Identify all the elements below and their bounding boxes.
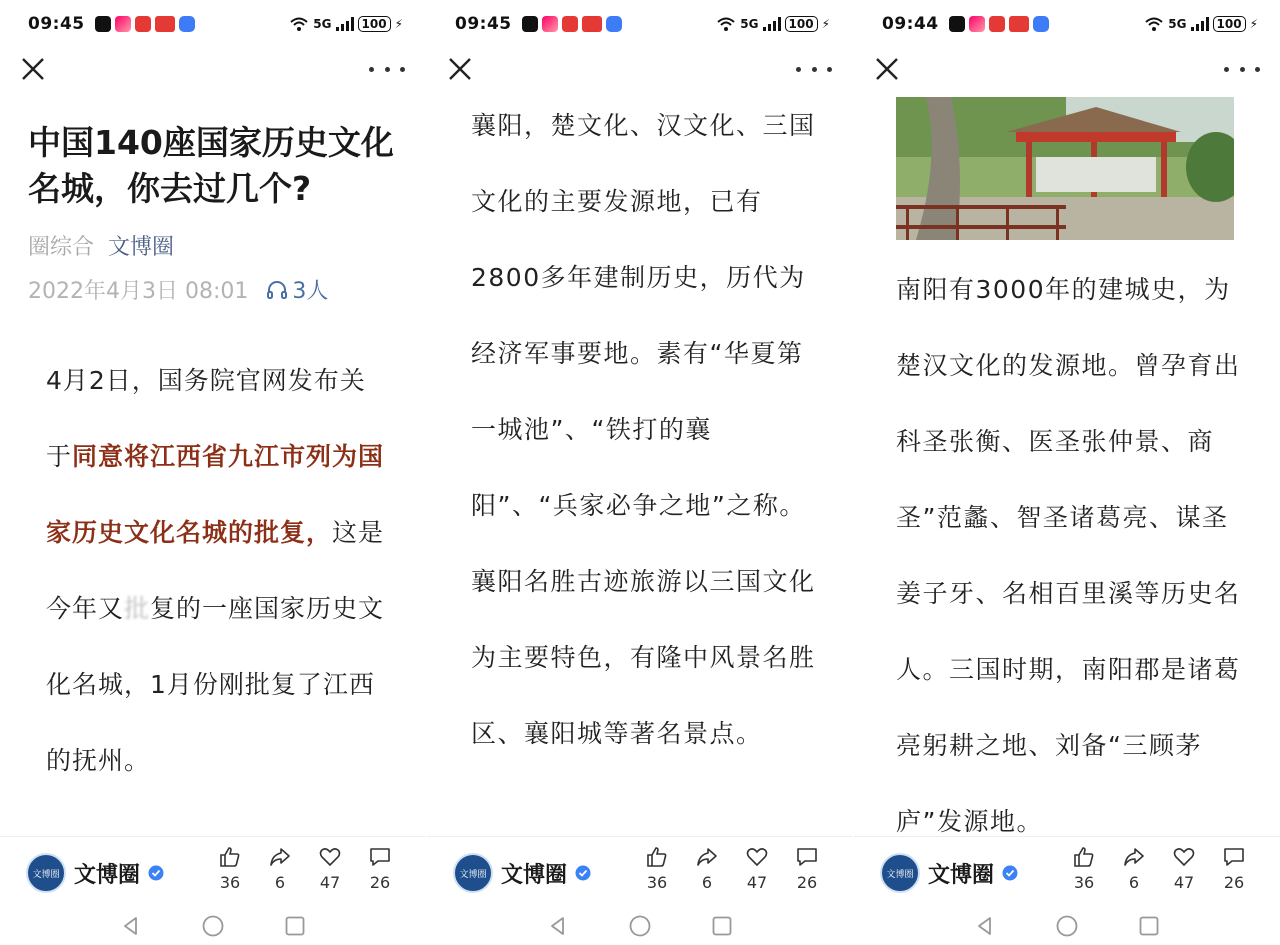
- thumbs-up-icon: [218, 845, 242, 869]
- network-type: 5G: [1168, 17, 1187, 31]
- status-time: 09:45: [28, 14, 85, 34]
- heart-icon: [318, 845, 342, 869]
- video-app-icon: [562, 16, 578, 32]
- status-bar: [455, 10, 830, 38]
- charging-icon: ⚡: [394, 17, 403, 31]
- action-buttons: [1059, 845, 1259, 892]
- favorite-button[interactable]: [1159, 845, 1209, 892]
- more-options-button[interactable]: [369, 54, 405, 84]
- heart-icon: [745, 845, 769, 869]
- bottom-action-bar: [0, 836, 425, 906]
- system-nav-bar: [427, 906, 852, 945]
- network-type: 5G: [313, 17, 332, 31]
- status-time: 09:45: [455, 14, 512, 34]
- author-profile[interactable]: [880, 853, 1018, 893]
- like-count: 36: [646, 873, 668, 892]
- author-name: 文博圈: [74, 862, 141, 888]
- status-bar: [28, 10, 403, 38]
- paragraph-text: 4月2日，国务院官网发布关于: [46, 366, 366, 471]
- favorite-count: 47: [319, 873, 341, 892]
- home-nav-button[interactable]: [628, 914, 652, 938]
- favorite-count: 47: [746, 873, 768, 892]
- favorite-button[interactable]: [732, 845, 782, 892]
- like-button[interactable]: [205, 845, 255, 892]
- battery-indicator: 100: [1213, 16, 1246, 32]
- status-time: 09:44: [882, 14, 939, 34]
- avatar: 文博圈: [880, 853, 920, 893]
- video-app-icon: [989, 16, 1005, 32]
- comment-count: 26: [369, 873, 391, 892]
- share-count: 6: [274, 873, 286, 892]
- app-notification-icon: [969, 16, 985, 32]
- thumbs-up-icon: [1072, 845, 1096, 869]
- recents-nav-button[interactable]: [1137, 914, 1161, 938]
- verified-badge-icon: [575, 865, 591, 881]
- publish-date: 2022年4月3日 08:01: [28, 279, 249, 304]
- circle-link[interactable]: 文博圈: [108, 235, 175, 260]
- author-name: 文博圈: [928, 862, 995, 888]
- app-notification-icon: [115, 16, 131, 32]
- comment-count: 26: [796, 873, 818, 892]
- favorite-button[interactable]: [305, 845, 355, 892]
- close-icon[interactable]: [872, 54, 902, 84]
- top-bar: [18, 52, 405, 92]
- video-app-icon: [135, 16, 151, 32]
- obscured-text: 批: [124, 594, 151, 623]
- cloud-icon: [606, 16, 622, 32]
- share-count: 6: [1128, 873, 1140, 892]
- like-count: 36: [219, 873, 241, 892]
- top-bar: [445, 52, 832, 92]
- charging-icon: ⚡: [821, 17, 830, 31]
- action-buttons: [632, 845, 832, 892]
- author-profile[interactable]: [453, 853, 591, 893]
- author-profile[interactable]: [26, 853, 164, 893]
- wifi-icon: [716, 16, 736, 32]
- signal-icon: [336, 17, 354, 31]
- back-nav-button[interactable]: [546, 914, 570, 938]
- article-circle: [28, 230, 174, 261]
- linked-highlight-text[interactable]: 同意将江西省九江市列为国家历史文化名城的批复，: [46, 442, 385, 547]
- heart-icon: [1172, 845, 1196, 869]
- back-nav-button[interactable]: [973, 914, 997, 938]
- article-title: 中国140座国家历史文化名城，你去过几个?: [28, 123, 394, 208]
- cloud-icon: [179, 16, 195, 32]
- share-count: 6: [701, 873, 713, 892]
- battery-indicator: 100: [358, 16, 391, 32]
- share-arrow-icon: [1122, 845, 1146, 869]
- paragraph-text: 复的一座国家历史文化名城，1月份刚批复了江西的抚州。: [46, 594, 385, 775]
- verified-badge-icon: [148, 865, 164, 881]
- listener-count: 3人: [292, 279, 329, 304]
- article-meta: [28, 274, 328, 305]
- charging-icon: ⚡: [1249, 17, 1258, 31]
- article-paragraph: 南阳有3000年的建城史，为楚汉文化的发源地。曾孕育出科圣张衡、医圣张仲景、商圣”范蠡、智圣诸葛亮、谋圣姜子牙、名相百里溪等历史名人。三国时期，南阳郡是诸葛亮躬耕之地、刘备“三顾茅庐”发源地。: [896, 275, 1241, 836]
- comment-button[interactable]: [782, 845, 832, 892]
- like-button[interactable]: [632, 845, 682, 892]
- thumbs-up-icon: [645, 845, 669, 869]
- like-button[interactable]: [1059, 845, 1109, 892]
- phone-screen-3: [854, 0, 1280, 945]
- home-nav-button[interactable]: [201, 914, 225, 938]
- favorite-count: 47: [1173, 873, 1195, 892]
- status-bar: [882, 10, 1258, 38]
- article-paragraph: [46, 343, 386, 799]
- top-bar: [872, 52, 1260, 92]
- close-icon[interactable]: [445, 54, 475, 84]
- bottom-action-bar: [854, 836, 1280, 906]
- recents-nav-button[interactable]: [283, 914, 307, 938]
- system-nav-bar: [854, 906, 1280, 945]
- share-button[interactable]: [1109, 845, 1159, 892]
- listen-button[interactable]: [266, 274, 328, 305]
- avatar: 文博圈: [26, 853, 66, 893]
- toutiao-icon: [1009, 16, 1029, 32]
- article-paragraph: 襄阳，楚文化、汉文化、三国文化的主要发源地，已有2800多年建制历史，历代为经济军事要地。素有“华夏第一城池”、“铁打的襄阳”、“兵家必争之地”之称。襄阳名胜古迹旅游以三国文化为主要特色，有隆中风景名胜区、襄阳城等著名景点。: [471, 111, 816, 748]
- battery-indicator: 100: [785, 16, 818, 32]
- more-options-button[interactable]: [1224, 54, 1260, 84]
- comment-button[interactable]: [1209, 845, 1259, 892]
- app-notification-icon: [542, 16, 558, 32]
- cloud-icon: [1033, 16, 1049, 32]
- comment-bubble-icon: [1222, 845, 1246, 869]
- more-options-button[interactable]: [796, 54, 832, 84]
- tiktok-icon: [522, 16, 538, 32]
- phone-screen-2: [427, 0, 852, 945]
- network-type: 5G: [740, 17, 759, 31]
- share-arrow-icon: [695, 845, 719, 869]
- back-nav-button[interactable]: [119, 914, 143, 938]
- phone-screen-1: [0, 0, 425, 945]
- tiktok-icon: [95, 16, 111, 32]
- toutiao-icon: [155, 16, 175, 32]
- comment-bubble-icon: [795, 845, 819, 869]
- wifi-icon: [289, 16, 309, 32]
- wifi-icon: [1144, 16, 1164, 32]
- home-nav-button[interactable]: [1055, 914, 1079, 938]
- like-count: 36: [1073, 873, 1095, 892]
- comment-count: 26: [1223, 873, 1245, 892]
- share-button[interactable]: [682, 845, 732, 892]
- tiktok-icon: [949, 16, 965, 32]
- system-nav-bar: [0, 906, 425, 945]
- author-name: 文博圈: [501, 862, 568, 888]
- share-button[interactable]: [255, 845, 305, 892]
- pavilion-photo[interactable]: [896, 97, 1234, 240]
- verified-badge-icon: [1002, 865, 1018, 881]
- comment-button[interactable]: [355, 845, 405, 892]
- action-buttons: [205, 845, 405, 892]
- share-arrow-icon: [268, 845, 292, 869]
- toutiao-icon: [582, 16, 602, 32]
- circle-label: 圈综合: [28, 235, 95, 260]
- headphones-icon: [266, 279, 288, 301]
- close-icon[interactable]: [18, 54, 48, 84]
- recents-nav-button[interactable]: [710, 914, 734, 938]
- avatar: 文博圈: [453, 853, 493, 893]
- bottom-action-bar: [427, 836, 852, 906]
- paragraph-text: 这是今年又: [46, 518, 385, 623]
- signal-icon: [1191, 17, 1209, 31]
- comment-bubble-icon: [368, 845, 392, 869]
- signal-icon: [763, 17, 781, 31]
